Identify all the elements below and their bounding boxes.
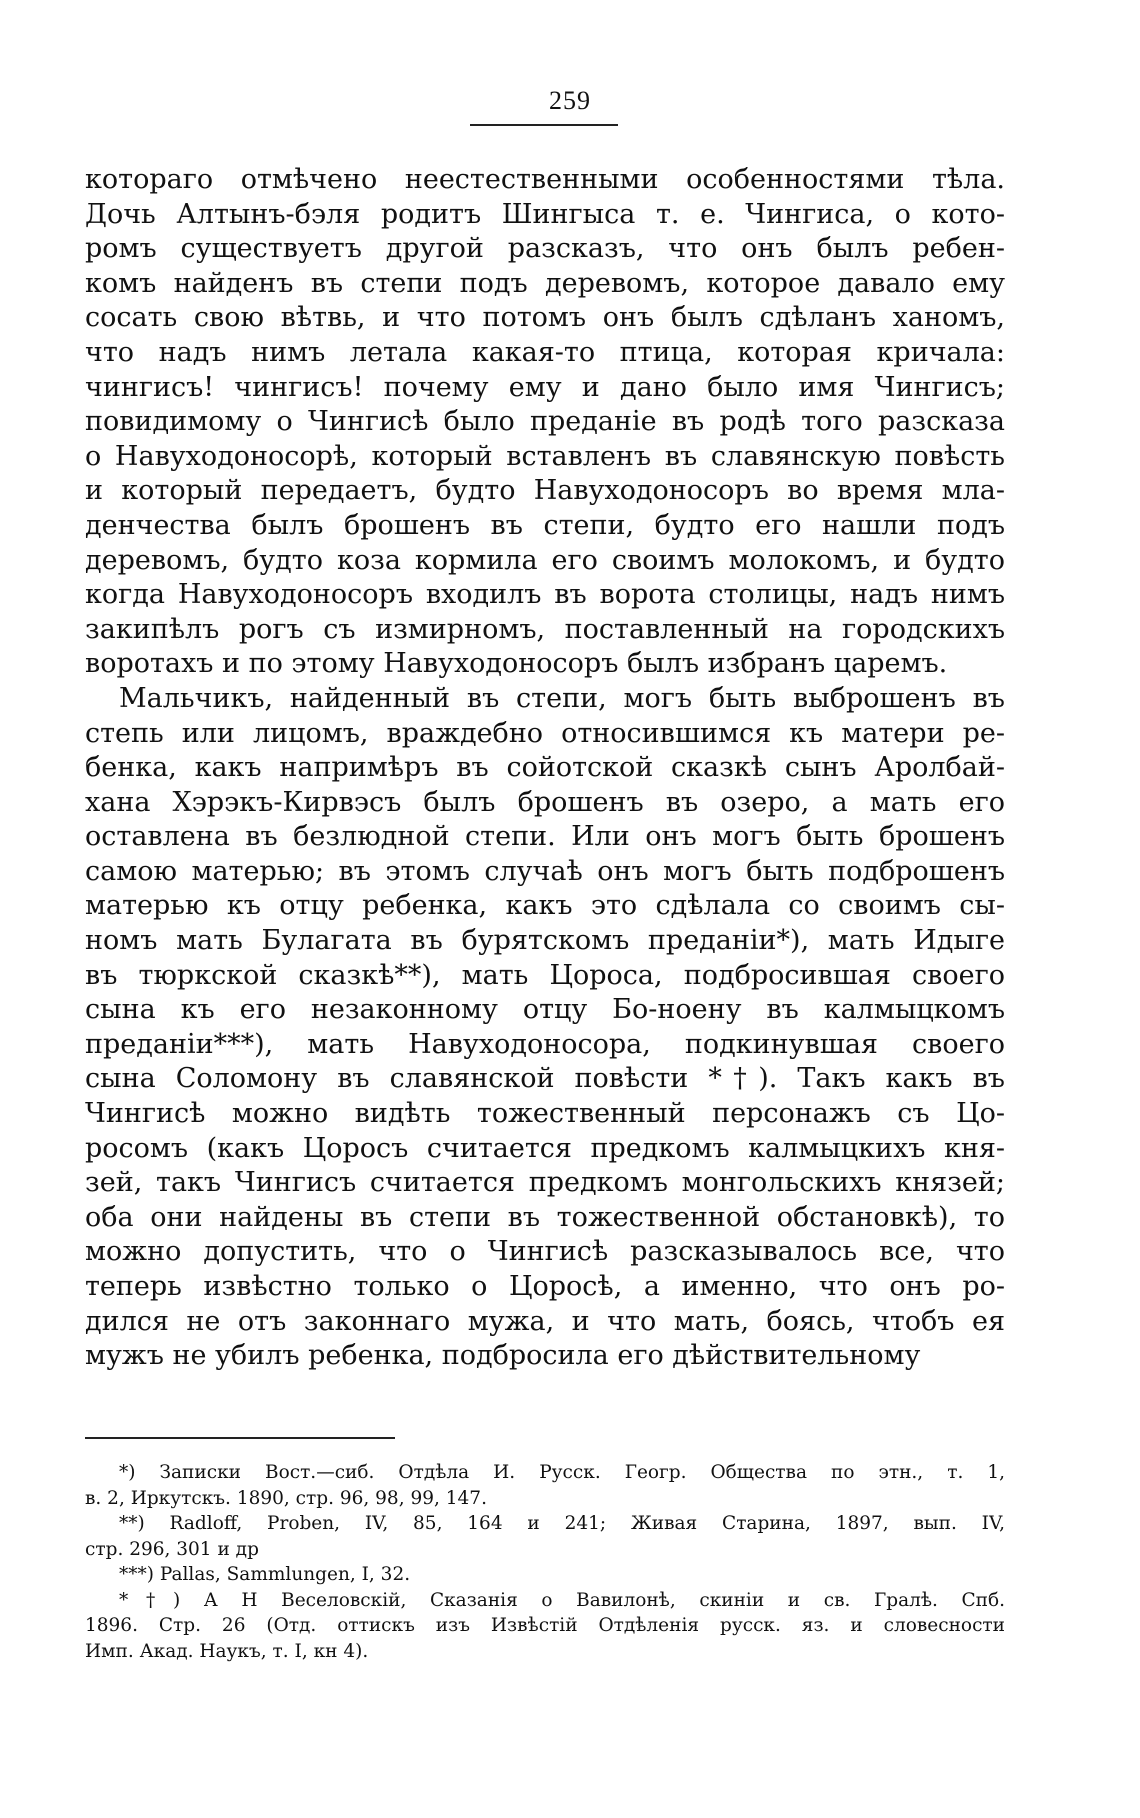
text-line: денчества былъ брошенъ въ степи, будто его нашли подъ — [85, 509, 1005, 541]
footnote-line: Имп. Акад. Наукъ, т. I, кн 4). — [85, 1640, 369, 1662]
footnote-separator — [85, 1437, 395, 1439]
text-line: оставлена въ безлюдной степи. Или онъ могъ быть брошенъ — [85, 821, 1005, 853]
text-line: о Навуходоносорѣ, который вставленъ въ славянскую повѣсть — [85, 440, 1005, 472]
footnote-line: *) Записки Вост.—сиб. Отдѣла И. Русск. Геогр. Общества по этн., т. 1, — [119, 1462, 1005, 1483]
text-line: Чингисѣ можно видѣть тожественный персонажъ съ Цо- — [85, 1098, 1005, 1130]
footnote-line: в. 2, Иркутскъ. 1890, стр. 96, 98, 99, 147. — [85, 1487, 487, 1509]
footnote-line: стр. 296, 301 и др — [85, 1538, 259, 1560]
text-line: чингисъ! чингисъ! почему ему и дано было имя Чингисъ; — [85, 371, 1005, 403]
text-line: закипѣлъ рогъ съ измирномъ, поставленный на городскихъ — [85, 613, 1005, 645]
text-line: сосать свою вѣтвь, и что потомъ онъ былъ сдѣланъ ханомъ, — [85, 302, 1005, 334]
text-line: номъ мать Булагата въ бурятскомъ преданіи*), мать Идыге — [85, 925, 1005, 957]
footnote-line: *†) А Н Веселовскій, Сказанія о Вавилонѣ, скиніи и св. Гралѣ. Спб. — [119, 1589, 1005, 1611]
text-line: сына къ его незаконному отцу Бо-ноену въ калмыцкомъ — [85, 994, 1005, 1026]
text-line: въ тюркской сказкѣ**), мать Цороса, подбросившая своего — [85, 959, 1005, 991]
footnote-line: **) Radloff, Proben, IV, 85, 164 и 241; Живая Старина, 1897, вып. IV, — [119, 1513, 1005, 1534]
text-line: котораго отмѣчено неестественными особенностями тѣла. — [85, 164, 1005, 195]
text-line: дился не отъ законнаго мужа, и что мать, боясь, чтобъ ея — [85, 1305, 1005, 1337]
text-line: воротахъ и по этому Навуходоносоръ былъ избранъ царемъ. — [85, 648, 948, 680]
text-line: можно допустить, что о Чингисѣ разсказывалось все, что — [85, 1236, 1005, 1268]
text-line: комъ найденъ въ степи подъ деревомъ, которое давало ему — [85, 267, 1005, 299]
text-line: Дочь Алтынъ-бэля родитъ Шингыса т. е. Чингиса, о кото- — [85, 198, 1005, 230]
footnotes — [85, 1460, 1005, 1664]
text-line: когда Навуходоносоръ входилъ въ ворота столицы, надъ нимъ — [85, 579, 1005, 611]
text-line: зей, такъ Чингисъ считается предкомъ монгольскихъ князей; — [85, 1167, 1005, 1199]
text-line: росомъ (какъ Цоросъ считается предкомъ калмыцкихъ кня- — [85, 1132, 1005, 1164]
body-text — [85, 163, 1005, 1374]
text-line: самою матерью; въ этомъ случаѣ онъ могъ быть подброшенъ — [85, 855, 1005, 887]
text-line: преданіи***), мать Навуходоносора, подкинувшая своего — [85, 1028, 1005, 1060]
text-line: Мальчикъ, найденный въ степи, могъ быть выброшенъ въ — [119, 682, 1005, 714]
footnote-line: 1896. Стр. 26 (Отд. оттискъ изъ Извѣстій Отдѣленія русск. яз. и словесности — [85, 1615, 1005, 1636]
text-line: что надъ нимъ летала какая-то птица, которая кричала: — [85, 336, 1005, 368]
text-line: повидимому о Чингисѣ было преданіе въ родѣ того разсказа — [85, 406, 1005, 438]
text-line: теперь извѣстно только о Цоросѣ, а именно, что онъ ро- — [85, 1271, 1005, 1302]
text-line: степь или лицомъ, враждебно относившимся къ матери ре- — [85, 717, 1005, 749]
page-number: 259 — [549, 86, 591, 115]
text-line: и который передаетъ, будто Навуходоносоръ во время мла- — [85, 475, 1005, 507]
text-line: деревомъ, будто коза кормила его своимъ молокомъ, и будто — [85, 544, 1005, 576]
page-number-rule — [470, 124, 618, 126]
text-line: сына Соломону въ славянской повѣсти *†). Такъ какъ въ — [85, 1063, 1005, 1095]
text-line: оба они найдены въ степи въ тожественной обстановкѣ), то — [85, 1201, 1005, 1233]
text-line: матерью къ отцу ребенка, какъ это сдѣлала со своимъ сы- — [85, 890, 1005, 922]
footnote-line: ***) Pallas, Sammlungen, I, 32. — [119, 1564, 411, 1585]
text-line: ромъ существуетъ другой разсказъ, что онъ былъ ребен- — [85, 233, 1005, 265]
text-line: бенка, какъ напримѣръ въ сойотской сказкѣ сынъ Аролбай- — [85, 752, 1005, 784]
text-line: мужъ не убилъ ребенка, подбросила его дѣйствительному — [85, 1340, 921, 1372]
text-line: хана Хэрэкъ-Кирвэсъ былъ брошенъ въ озеро, а мать его — [85, 786, 1005, 818]
